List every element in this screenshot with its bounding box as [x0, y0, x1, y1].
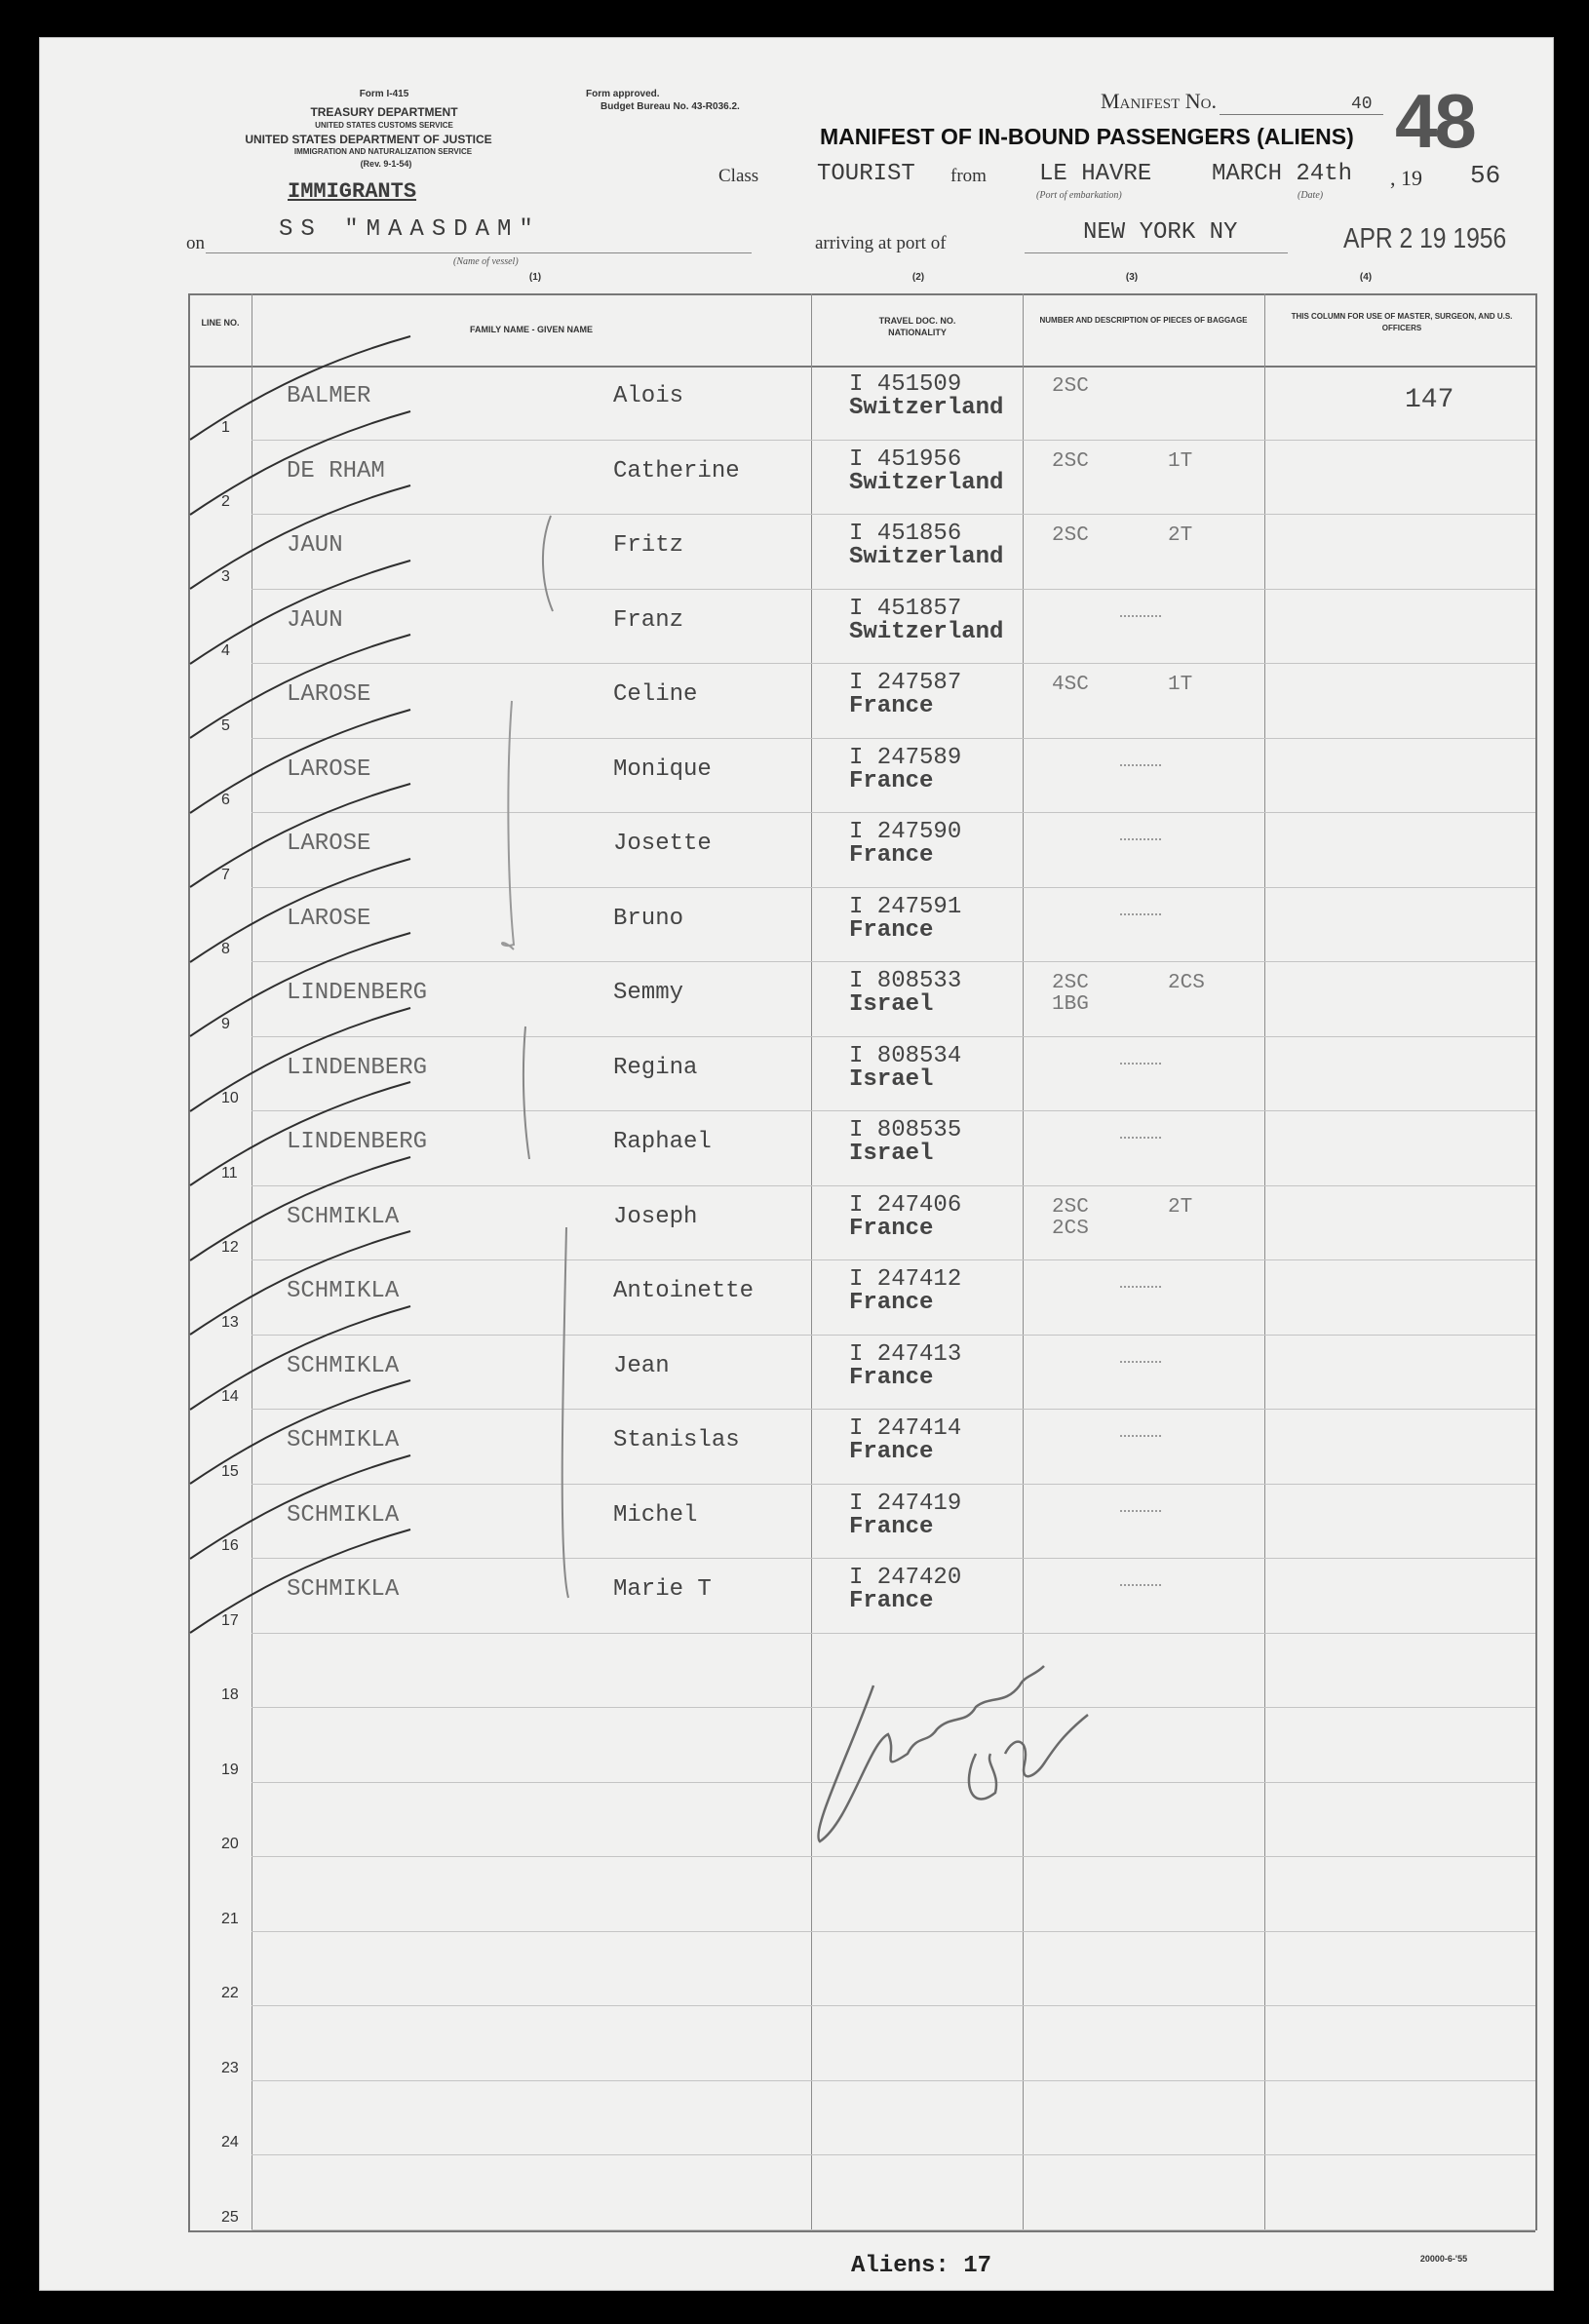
family-name: LAROSE [287, 905, 371, 932]
travel-doc-number: I 247590 [849, 819, 962, 845]
nationality: Switzerland [849, 544, 1004, 570]
given-name: Celine [613, 681, 698, 708]
family-name: LINDENBERG [287, 1129, 428, 1155]
bracket-mark [523, 1026, 529, 1159]
nationality: Israel [849, 991, 934, 1018]
line-number: 5 [221, 717, 230, 734]
arrival-stamp-date: APR 2 19 1956 [1343, 223, 1507, 254]
line-number: 4 [221, 642, 230, 659]
line-number: 17 [221, 1611, 239, 1629]
revision-date: (Rev. 9-1-54) [360, 159, 412, 169]
travel-doc-number: I 808534 [849, 1042, 962, 1069]
vessel-name: SS "MAASDAM" [279, 216, 541, 243]
nationality: France [849, 693, 934, 719]
header-line-no: LINE NO. [201, 318, 240, 328]
class-value: TOURIST [817, 161, 915, 187]
line-number: 8 [221, 941, 230, 957]
aliens-total: Aliens: 17 [851, 2253, 992, 2279]
nationality: France [849, 842, 934, 869]
bracket-mark [562, 1227, 568, 1598]
line-number: 18 [221, 1686, 239, 1703]
given-name: Catherine [613, 457, 740, 484]
line-number: 24 [221, 2134, 239, 2150]
column-marker-3: (3) [1125, 272, 1139, 283]
baggage-main: 2SC [1052, 449, 1089, 473]
given-name: Antoinette [613, 1278, 755, 1304]
line-number: 12 [221, 1239, 239, 1256]
column-marker-2: (2) [911, 272, 925, 283]
nationality: France [849, 1439, 934, 1465]
travel-doc-number: I 247591 [849, 893, 962, 920]
line-number: 16 [221, 1537, 239, 1554]
baggage-extra: 2CS [1168, 972, 1205, 994]
baggage-extra: 1T [1168, 449, 1193, 473]
travel-doc-number: I 247413 [849, 1340, 962, 1368]
baggage-main: 2SC [1052, 1195, 1089, 1219]
line-number: 13 [221, 1313, 239, 1331]
given-name: Jean [613, 1352, 670, 1379]
baggage-main: 2SC [1052, 524, 1089, 547]
nationality: France [849, 1364, 934, 1391]
family-name: SCHMIKLA [287, 1352, 400, 1379]
given-name: Bruno [613, 905, 684, 932]
line-number: 21 [221, 1910, 239, 1927]
family-name: LINDENBERG [287, 980, 428, 1006]
header-travel-doc: TRAVEL DOC. NO. NATIONALITY [878, 316, 956, 337]
line-number: 10 [221, 1090, 239, 1106]
given-name: Stanislas [613, 1427, 740, 1453]
family-name: BALMER [287, 383, 371, 409]
treasury-department: TREASURY DEPARTMENT [310, 105, 458, 119]
port-caption: (Port of embarkation) [1036, 190, 1122, 201]
nationality: France [849, 1290, 934, 1316]
arriving-label: arriving at port of [815, 233, 947, 253]
travel-doc-number: I 247406 [849, 1191, 962, 1219]
column-marker-1: (1) [528, 272, 542, 283]
nationality: France [849, 1513, 934, 1540]
line-number: 23 [221, 2059, 239, 2076]
given-name: Alois [613, 383, 684, 409]
given-name: Fritz [613, 532, 684, 559]
date-caption: (Date) [1298, 190, 1324, 201]
bracket-mark [502, 701, 514, 949]
arrival-port: NEW YORK NY [1083, 219, 1238, 246]
bracket-mark [543, 516, 553, 611]
given-name: Joseph [613, 1203, 698, 1230]
travel-doc-number: I 808535 [849, 1117, 962, 1143]
given-name: Marie T [613, 1576, 712, 1603]
baggage-main: 4SC [1052, 674, 1089, 696]
travel-doc-number: I 808533 [849, 968, 962, 994]
baggage-main: 2SC [1052, 972, 1089, 994]
budget-bureau: Budget Bureau No. 43-R036.2. [601, 101, 740, 112]
line-number: 3 [221, 567, 230, 585]
nationality: Switzerland [849, 618, 1004, 645]
line-number: 11 [221, 1164, 238, 1181]
from-label: from [950, 166, 987, 186]
header-name: FAMILY NAME - GIVEN NAME [469, 325, 593, 334]
line-number: 25 [221, 2208, 239, 2226]
class-label: Class [718, 166, 759, 186]
travel-doc-number: I 247589 [849, 744, 962, 771]
form-approved: Form approved. [586, 89, 660, 99]
line-number: 6 [221, 792, 230, 808]
printer-code: 20000-6-'55 [1419, 2254, 1468, 2264]
baggage-extra: 2T [1168, 1195, 1193, 1219]
travel-doc-number: I 247414 [849, 1415, 962, 1442]
baggage-second-line: 2CS [1052, 1217, 1089, 1240]
form-number: Form I-415 [359, 89, 409, 99]
header-baggage: NUMBER AND DESCRIPTION OF PIECES OF BAGGAGE [1039, 316, 1248, 325]
given-name: Raphael [613, 1129, 712, 1155]
on-label: on [186, 233, 205, 253]
baggage-second-line: 1BG [1052, 993, 1089, 1016]
line-number: 2 [221, 493, 230, 510]
vessel-caption: (Name of vessel) [453, 256, 519, 267]
manifest-no-label: Manifest No. [1101, 89, 1217, 113]
travel-doc-number: I 247412 [849, 1266, 962, 1293]
family-name: LINDENBERG [287, 1054, 428, 1081]
travel-doc-number: I 247419 [849, 1490, 962, 1517]
family-name: SCHMIKLA [287, 1501, 400, 1529]
nationality: France [849, 767, 934, 794]
family-name: DE RHAM [287, 457, 385, 484]
manifest-number: 48 [1395, 78, 1474, 164]
given-name: Michel [613, 1501, 698, 1529]
nationality: France [849, 1588, 934, 1614]
given-name: Monique [613, 755, 712, 783]
nationality: Israel [849, 1141, 934, 1167]
immigrants-stamp: IMMIGRANTS [288, 179, 417, 204]
family-name: SCHMIKLA [287, 1203, 400, 1230]
line-number: 15 [221, 1462, 239, 1480]
travel-doc-number: I 247587 [849, 670, 962, 696]
family-name: LAROSE [287, 755, 371, 783]
baggage-extra: 1T [1168, 674, 1193, 696]
family-name: LAROSE [287, 831, 371, 857]
line-number: 9 [221, 1015, 230, 1032]
line-number: 7 [221, 866, 230, 883]
customs-service: UNITED STATES CUSTOMS SERVICE [315, 121, 453, 130]
year-prefix: , 19 [1390, 166, 1422, 190]
departure-date: MARCH 24th [1212, 161, 1353, 187]
family-name: JAUN [287, 606, 343, 634]
nationality: Switzerland [849, 469, 1004, 496]
pencil-marks [40, 38, 1553, 2290]
officer-note: 147 [1405, 385, 1454, 415]
naturalization-service: IMMIGRATION AND NATURALIZATION SERVICE [293, 147, 473, 156]
given-name: Josette [613, 831, 712, 857]
manifest-small-number: 40 [1351, 95, 1373, 114]
line-number: 22 [221, 1985, 239, 2001]
given-name: Franz [613, 606, 684, 634]
manifest-page [39, 37, 1554, 2291]
manifest-title: MANIFEST OF IN-BOUND PASSENGERS (ALIENS) [820, 124, 1354, 149]
embarkation-port: LE HAVRE [1039, 161, 1152, 187]
family-name: SCHMIKLA [287, 1278, 400, 1304]
nationality: Switzerland [849, 395, 1004, 421]
line-number: 1 [221, 418, 230, 436]
line-number: 14 [221, 1388, 239, 1405]
family-name: JAUN [287, 532, 343, 559]
nationality: France [849, 916, 934, 944]
nationality: Israel [849, 1065, 934, 1093]
travel-doc-number: I 451956 [849, 445, 962, 473]
nationality: France [849, 1215, 934, 1242]
given-name: Regina [613, 1054, 698, 1081]
family-name: SCHMIKLA [287, 1427, 400, 1453]
family-name: SCHMIKLA [287, 1576, 400, 1603]
baggage-extra: 2T [1168, 524, 1193, 547]
header-officers: THIS COLUMN FOR USE OF MASTER, SURGEON, AND U.S. OFFICERS [1291, 312, 1513, 332]
year-value: 56 [1470, 161, 1501, 190]
baggage-main: 2SC [1052, 375, 1089, 398]
line-number: 20 [221, 1836, 239, 1852]
justice-department: UNITED STATES DEPARTMENT OF JUSTICE [245, 133, 492, 146]
line-number: 19 [221, 1761, 239, 1778]
travel-doc-number: I 247420 [849, 1565, 962, 1591]
family-name: LAROSE [287, 681, 371, 708]
travel-doc-number: I 451856 [849, 521, 962, 547]
column-marker-4: (4) [1359, 272, 1373, 283]
travel-doc-number: I 451857 [849, 595, 962, 622]
travel-doc-number: I 451509 [849, 371, 962, 398]
given-name: Semmy [613, 980, 684, 1006]
inspector-signature [818, 1666, 1088, 1841]
